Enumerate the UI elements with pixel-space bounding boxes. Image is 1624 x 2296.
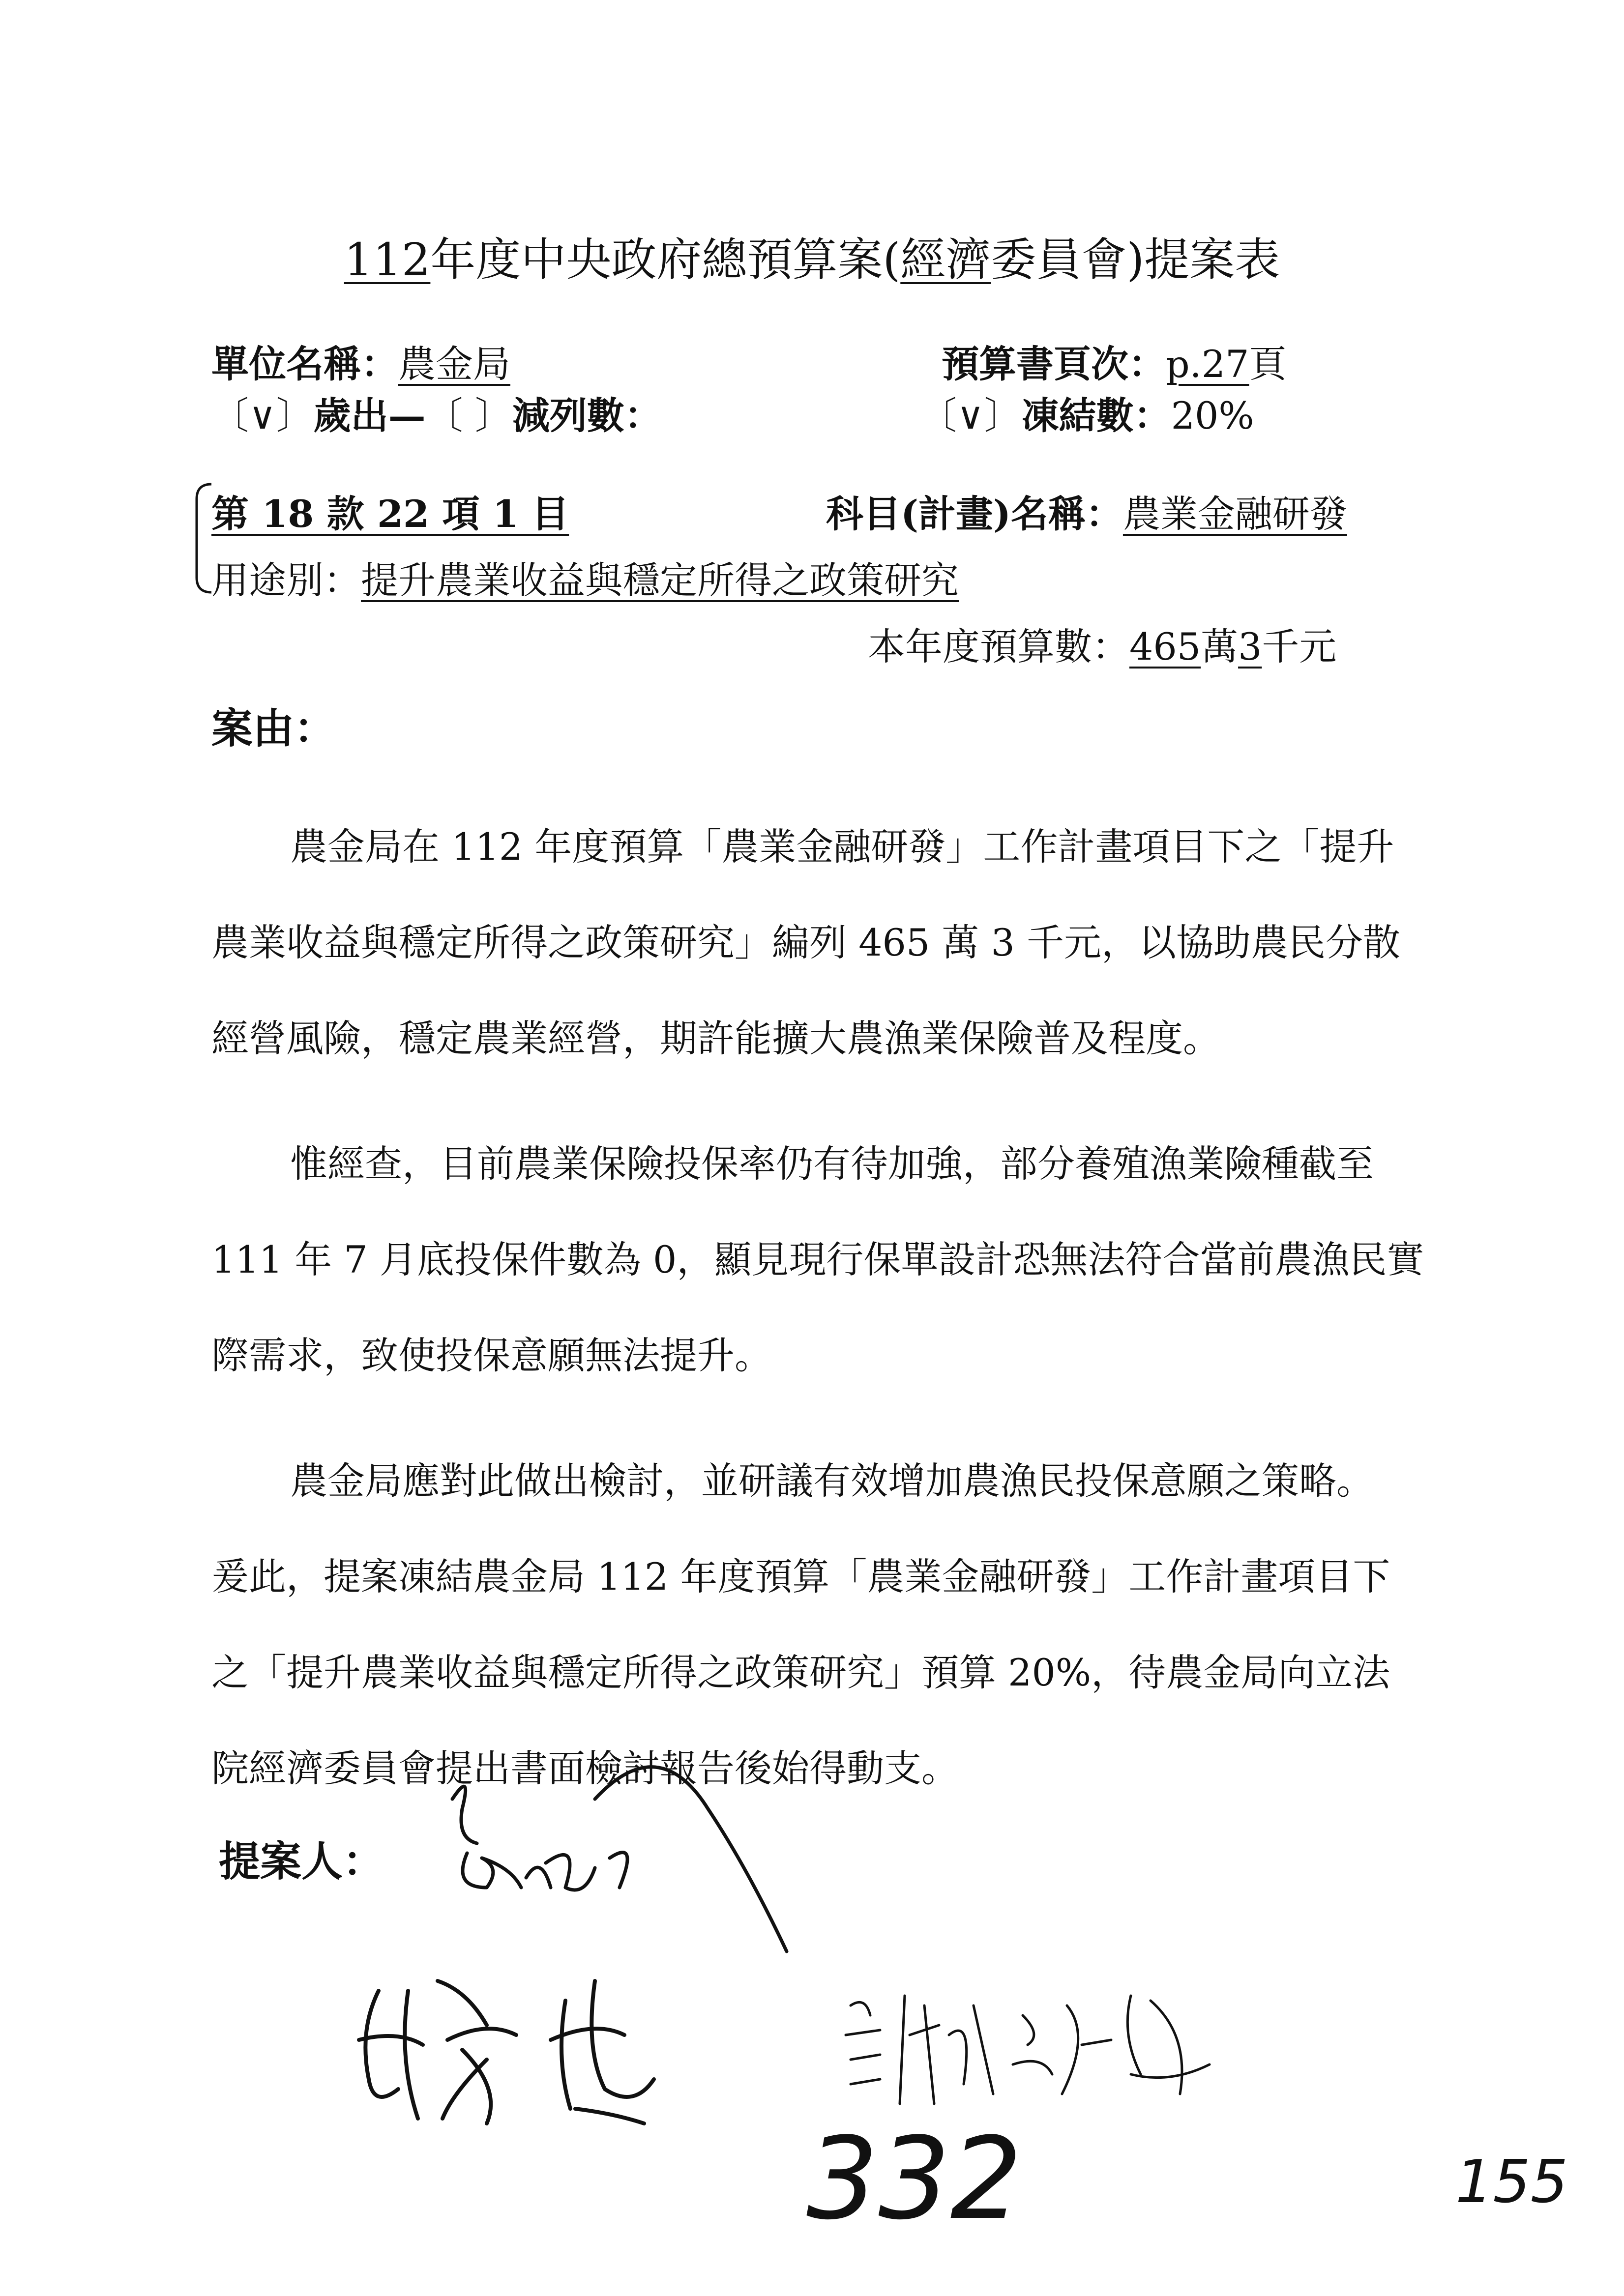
usage-label: 用途別：: [211, 558, 361, 602]
paragraph-line: 農業收益與穩定所得之政策研究」編列 465 萬 3 千元，以協助農民分散: [211, 921, 1401, 964]
paragraph-line: 農金局在 112 年度預算「農業金融研發」工作計畫項目下之「提升: [290, 825, 1394, 869]
paragraph-line: 農金局應對此做出檢討，並研議有效增加農漁民投保意願之策略。: [290, 1459, 1374, 1503]
page-ref-value: p.27: [1166, 342, 1249, 386]
paragraph-2: [211, 1116, 1424, 1403]
reduce-box: 〔 〕: [425, 394, 512, 437]
subject-value: 農業金融研發: [1122, 492, 1347, 536]
proposer-label: 提案人：: [219, 1837, 384, 1886]
budget-amount-a: 465: [1129, 625, 1201, 668]
paragraph-line: 經營風險，穩定農業經營，期許能擴大農漁業保險普及程度。: [211, 1017, 1220, 1060]
budget-unit-a: 萬: [1201, 625, 1239, 668]
signature-1: [433, 1740, 806, 1966]
title-year: 112: [344, 233, 431, 286]
usage-field: [211, 551, 959, 604]
expense-line: [211, 386, 662, 439]
handwritten-number: 332: [806, 2114, 1022, 2245]
subject-field: [826, 484, 1347, 538]
paragraph-1: [211, 799, 1400, 1086]
budget-label: 本年度預算數：: [868, 625, 1129, 668]
budget-amount-b: 3: [1238, 625, 1262, 668]
signature-2: [339, 1961, 742, 2138]
unit-value: 農金局: [398, 342, 510, 386]
expense-label: 歲出—: [313, 394, 426, 437]
paragraph-line: 之「提升農業收益與穩定所得之政策研究」預算 20%，待農金局向立法: [211, 1651, 1390, 1694]
expense-check: 〔∨〕: [211, 394, 314, 437]
page-ref-suffix: 頁: [1249, 342, 1287, 386]
usage-value: 提升農業收益與穩定所得之政策研究: [361, 558, 959, 602]
paragraph-line: 111 年 7 月底投保件數為 0，顯見現行保單設計恐無法符合當前農漁民實: [211, 1238, 1424, 1281]
budget-field: [868, 617, 1336, 670]
paragraph-line: 惟經查，目前農業保險投保率仍有待加強，部分養殖漁業險種截至: [290, 1142, 1374, 1186]
budget-unit-b: 千元: [1262, 625, 1337, 668]
subject-label: 科目(計畫)名稱：: [826, 492, 1123, 536]
title-part2: 委員會)提案表: [991, 233, 1280, 286]
freeze-value: 20%: [1171, 394, 1254, 437]
reduce-label: 減列數：: [512, 394, 662, 437]
title-part1: 年度中央政府總預算案(: [430, 233, 901, 286]
item-field: [211, 484, 569, 538]
paragraph-line: 爰此，提案凍結農金局 112 年度預算「農業金融研發」工作計畫項目下: [211, 1555, 1390, 1598]
freeze-label: 凍結數：: [1021, 394, 1171, 437]
freeze-line: [919, 386, 1254, 439]
freeze-check: 〔∨〕: [919, 394, 1022, 437]
page-number: 155: [1455, 2148, 1568, 2216]
unit-label: 單位名稱：: [211, 342, 398, 386]
paragraph-line: 際需求，致使投保意願無法提升。: [211, 1334, 772, 1377]
unit-field: [211, 334, 510, 388]
title-committee: 經濟: [900, 233, 991, 286]
item-bracket: [177, 479, 216, 597]
document-title: [0, 224, 1624, 289]
item-text: 第 18 款 22 項 1 目: [211, 492, 569, 536]
reason-heading: 案由：: [211, 704, 336, 753]
page-ref-field: [942, 334, 1287, 388]
page-ref-label: 預算書頁次：: [942, 342, 1166, 386]
paragraph-line: 院經濟委員會提出書面檢討報告後始得動支。: [211, 1746, 959, 1790]
signature-3: [836, 1976, 1219, 2114]
